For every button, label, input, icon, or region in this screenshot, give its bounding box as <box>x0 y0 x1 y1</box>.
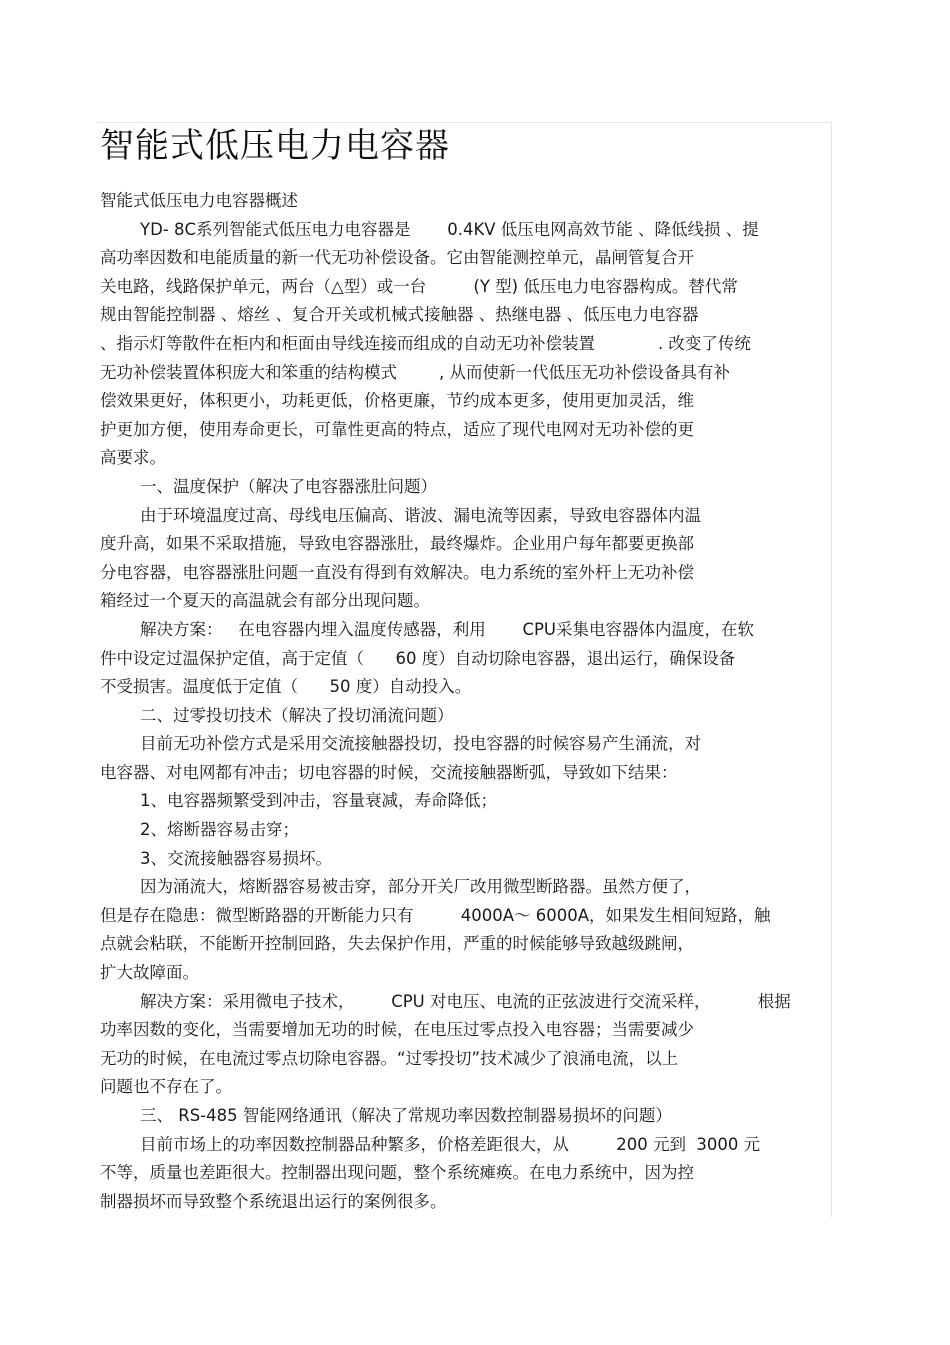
text-line: 三、 RS-485 智能网络通讯（解决了常规功率因数控制器易损坏的问题） <box>140 1106 672 1125</box>
text-line: 3、交流接触器容易损坏。 <box>140 848 332 868</box>
text-line: 扩大故障面。 <box>100 963 199 983</box>
text-line: 件中设定过温保护定值，高于定值（ 60 度）自动切除电容器，退出运行，确保设备 <box>100 648 736 668</box>
text-line: 问题也不存在了。 <box>100 1077 232 1097</box>
text-line: YD- 8C系列智能式低压电力电容器是 0.4KV 低压电网高效节能 、降低线损 、提 <box>140 219 759 239</box>
text-line: 目前市场上的功率因数控制器品种繁多，价格差距很大，从 200 元到 3000 元 <box>140 1134 761 1154</box>
text-line: 偿效果更好，体积更小，功耗更低，价格更廉，节约成本更多，使用更加灵活，维 <box>100 391 694 411</box>
text-line: 高功率因数和电能质量的新一代无功补偿设备。它由智能测控单元，晶闸管复合开 <box>100 248 694 268</box>
text-line: 无功的时候，在电流过零点切除电容器。“过零投切”技术减少了浪涌电流，以上 <box>100 1048 679 1068</box>
text-line: 解决方案： 在电容器内埋入温度传感器，利用 CPU采集电容器体内温度，在软 <box>140 619 754 639</box>
text-line: 智能式低压电力电容器概述 <box>100 191 298 210</box>
text-line: 2、熔断器容易击穿； <box>140 820 299 840</box>
text-line: 1、电容器频繁受到冲击，容量衰减，寿命降低； <box>140 791 497 811</box>
text-line: 功率因数的变化，当需要增加无功的时候，在电压过零点投入电容器；当需要减少 <box>100 1020 694 1040</box>
text-line: 高要求。 <box>100 448 166 468</box>
text-line: 不受损害。温度低于定值（ 50 度）自动投入。 <box>100 677 472 697</box>
text-line: 无功补偿装置体积庞大和笨重的结构模式 , 从而使新一代低压无功补偿设备具有补 <box>100 362 730 382</box>
text-line: 点就会粘联，不能断开控制回路，失去保护作用，严重的时候能够导致越级跳闸， <box>100 934 694 954</box>
text-line: 目前无功补偿方式是采用交流接触器投切，投电容器的时候容易产生涌流，对 <box>140 734 701 754</box>
text-line: 解决方案：采用微电子技术， CPU 对电压、电流的正弦波进行交流采样， 根据 <box>140 991 791 1011</box>
document-title: 智能式低压电力电容器 <box>100 126 450 166</box>
text-line: 一、温度保护（解决了电容器涨肚问题） <box>140 476 437 496</box>
text-line: 规由智能控制器 、熔丝 、复合开关或机械式接触器 、热继电器 、低压电力电容器 <box>100 305 699 325</box>
text-line: 二、过零投切技术（解决了投切涌流问题） <box>140 705 454 725</box>
text-line: 电容器、对电网都有冲击；切电容器的时候，交流接触器断弧，导致如下结果： <box>100 762 678 782</box>
text-line: 关电路，线路保护单元，两台（△型）或一台 (Y 型) 低压电力电容器构成。替代常 <box>100 276 738 296</box>
text-line: 不等，质量也差距很大。控制器出现问题，整个系统瘫痪。在电力系统中，因为控 <box>100 1163 694 1183</box>
text-line: 由于环境温度过高、母线电压偏高、谐波、漏电流等因素，导致电容器体内温 <box>140 505 701 525</box>
text-line: 护更加方便，使用寿命更长，可靠性更高的特点，适应了现代电网对无功补偿的更 <box>100 419 694 439</box>
text-line: 分电容器，电容器涨肚问题一直没有得到有效解决。电力系统的室外杆上无功补偿 <box>100 562 694 582</box>
text-line: 因为涌流大，熔断器容易被击穿，部分开关厂改用微型断路器。虽然方便了， <box>140 877 701 897</box>
text-line: 箱经过一个夏天的高温就会有部分出现问题。 <box>100 591 430 611</box>
text-line: 、指示灯等散件在柜内和柜面由导线连接而组成的自动无功补偿装置 . 改变了传统 <box>100 333 751 353</box>
text-line: 制器损坏而导致整个系统退出运行的案例很多。 <box>100 1191 447 1211</box>
text-line: 度升高，如果不采取措施，导致电容器涨肚，最终爆炸。企业用户每年都要更换部 <box>100 534 694 554</box>
document-body <box>100 187 835 1216</box>
text-line: 但是存在隐患：微型断路器的开断能力只有 4000A～ 6000A，如果发生相间短路，触 <box>100 905 771 925</box>
